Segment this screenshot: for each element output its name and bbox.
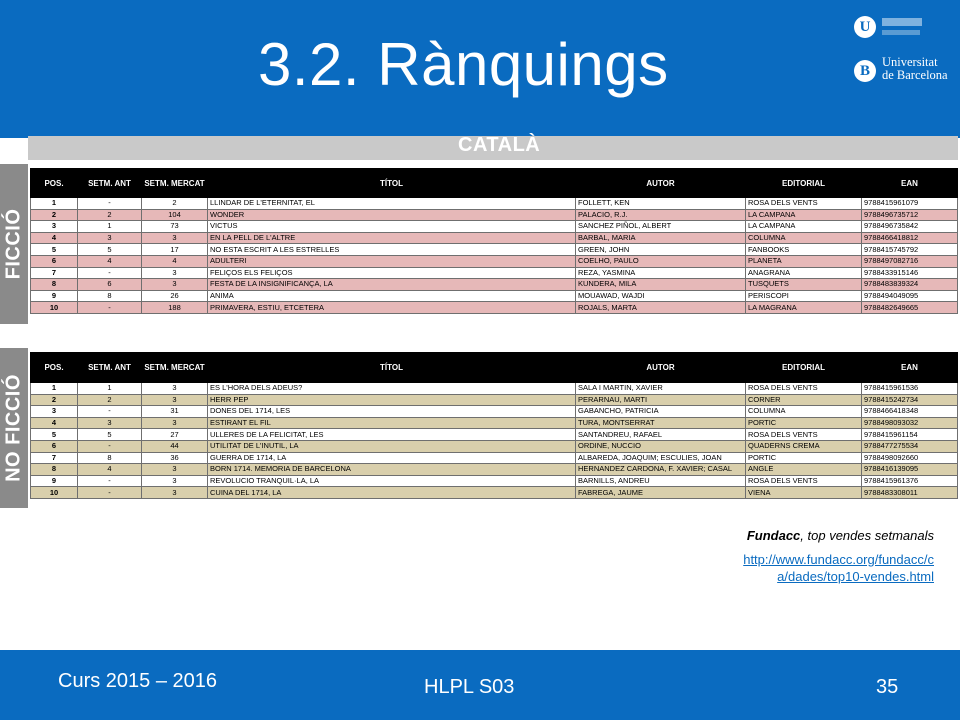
table-cell: 10 (31, 487, 78, 499)
table-cell: 104 (142, 209, 208, 221)
table-cell: NO ESTA ESCRIT A LES ESTRELLES (208, 244, 576, 256)
column-header: POS. (31, 353, 78, 383)
table-row (31, 198, 958, 210)
table-cell: 4 (31, 232, 78, 244)
table-cell: LA MAGRANA (746, 302, 862, 314)
table-cell: HERR PEP (208, 394, 576, 406)
table-header (31, 353, 958, 383)
table-cell: TURA, MONTSERRAT (576, 417, 746, 429)
table-cell: 2 (78, 394, 142, 406)
table-cell: FABREGA, JAUME (576, 487, 746, 499)
table-cell: ESTIRANT EL FIL (208, 417, 576, 429)
source-name: Fundacc (746, 528, 801, 543)
table-cell: 5 (78, 244, 142, 256)
footer-course: Curs 2015 – 2016 (58, 670, 218, 692)
footer-subject: HLPL S03 (424, 676, 515, 698)
table-cell: 3 (142, 475, 208, 487)
table-cell: ALBAREDA, JOAQUIM; ESCULIES, JOAN (576, 452, 746, 464)
table-cell: VIENA (746, 487, 862, 499)
table-cell: 2 (31, 394, 78, 406)
no-ficcio-label: NO FICCIÓ (0, 348, 28, 508)
table-cell: 9788466418812 (862, 232, 958, 244)
table-cell: - (78, 475, 142, 487)
table-row (31, 394, 958, 406)
table-cell: 3 (78, 417, 142, 429)
table-cell: 3 (31, 221, 78, 233)
table-cell: 7 (31, 267, 78, 279)
column-header: EDITORIAL (746, 169, 862, 198)
table-cell: PORTIC (746, 452, 862, 464)
table-cell: FELIÇOS ELS FELIÇOS (208, 267, 576, 279)
table-cell: 2 (78, 209, 142, 221)
table-cell: BORN 1714. MEMORIA DE BARCELONA (208, 464, 576, 476)
table-row (31, 232, 958, 244)
table-cell: 1 (31, 383, 78, 395)
table-cell: 10 (31, 302, 78, 314)
table-cell: ULLERES DE LA FELICITAT, LES (208, 429, 576, 441)
table-cell: 3 (142, 464, 208, 476)
table-row (31, 209, 958, 221)
table-cell: PERARNAU, MARTI (576, 394, 746, 406)
table-cell: 7 (31, 452, 78, 464)
table-cell: 2 (142, 198, 208, 210)
table-cell: ES L'HORA DELS ADEUS? (208, 383, 576, 395)
table-cell: 31 (142, 406, 208, 418)
table-cell: 9788415745792 (862, 244, 958, 256)
table-cell: 2 (31, 209, 78, 221)
table-cell: 36 (142, 452, 208, 464)
source-link[interactable]: http://www.fundacc.org/fundacc/c a/dades/top10-vendes.html (743, 552, 934, 584)
table-cell: 6 (78, 279, 142, 291)
table-cell: 3 (78, 232, 142, 244)
table-cell: 3 (142, 417, 208, 429)
university-logo (852, 14, 952, 84)
column-header: EAN (862, 353, 958, 383)
table-cell: 6 (31, 440, 78, 452)
table-cell: 4 (142, 255, 208, 267)
table-cell: PALACIO, R.J. (576, 209, 746, 221)
table-cell: ROSA DELS VENTS (746, 429, 862, 441)
table-row (31, 417, 958, 429)
table-row (31, 429, 958, 441)
table-cell: 3 (31, 406, 78, 418)
table-cell: EN LA PELL DE L'ALTRE (208, 232, 576, 244)
table-row (31, 475, 958, 487)
table-cell: 3 (142, 394, 208, 406)
table-cell: 27 (142, 429, 208, 441)
table-cell: 1 (78, 221, 142, 233)
table-row (31, 255, 958, 267)
table-row (31, 452, 958, 464)
logo-name: Universitat de Barcelona (882, 55, 948, 82)
table-cell: ANAGRANA (746, 267, 862, 279)
table-cell: 4 (78, 255, 142, 267)
table-cell: VICTUS (208, 221, 576, 233)
table-cell: 9788494049095 (862, 290, 958, 302)
table-cell: 9788415961536 (862, 383, 958, 395)
table-cell: 9788498093032 (862, 417, 958, 429)
page-number: 35 (876, 676, 899, 698)
table-cell: COELHO, PAULO (576, 255, 746, 267)
table-row (31, 464, 958, 476)
table-cell: 9788416139095 (862, 464, 958, 476)
table-cell: ADULTERI (208, 255, 576, 267)
table-cell: FESTA DE LA INSIGNIFICANÇA, LA (208, 279, 576, 291)
table-cell: GABANCHO, PATRICIA (576, 406, 746, 418)
no-ficcio-table (30, 352, 958, 499)
table-cell: WONDER (208, 209, 576, 221)
table-cell: ANIMA (208, 290, 576, 302)
table-cell: ROSA DELS VENTS (746, 475, 862, 487)
table-cell: 3 (142, 279, 208, 291)
table-row (31, 383, 958, 395)
table-cell: 9788415242734 (862, 394, 958, 406)
table-cell: QUADERNS CREMA (746, 440, 862, 452)
table-cell: COLUMNA (746, 232, 862, 244)
page-title: 3.2. Rànquings (258, 31, 669, 98)
table-cell: 8 (31, 279, 78, 291)
table-cell: 9788415961154 (862, 429, 958, 441)
column-header: TÍTOL (208, 169, 576, 198)
table-cell: 1 (78, 383, 142, 395)
logo-bar (882, 30, 920, 35)
table-cell: ROSA DELS VENTS (746, 383, 862, 395)
column-header: POS. (31, 169, 78, 198)
column-header: SETM. MERCAT (142, 169, 208, 198)
column-header: AUTOR (576, 353, 746, 383)
table-cell: 9788497082716 (862, 255, 958, 267)
table-cell: - (78, 487, 142, 499)
table-row (31, 290, 958, 302)
table-cell: 9 (31, 290, 78, 302)
table-cell: 17 (142, 244, 208, 256)
column-header: SETM. ANT (78, 169, 142, 198)
table-cell: COLUMNA (746, 406, 862, 418)
table-cell: LLINDAR DE L'ETERNITAT, EL (208, 198, 576, 210)
ficcio-label: FICCIÓ (0, 164, 28, 324)
table-row (31, 221, 958, 233)
table-cell: GUERRA DE 1714, LA (208, 452, 576, 464)
table-cell: 8 (78, 290, 142, 302)
table-cell: 3 (142, 267, 208, 279)
table-cell: 9788482649665 (862, 302, 958, 314)
table-cell: FANBOOKS (746, 244, 862, 256)
table-cell: PORTIC (746, 417, 862, 429)
table-cell: - (78, 198, 142, 210)
column-header: TÍTOL (208, 353, 576, 383)
table-cell: 4 (31, 417, 78, 429)
table-cell: FOLLETT, KEN (576, 198, 746, 210)
table-cell: 73 (142, 221, 208, 233)
column-header: AUTOR (576, 169, 746, 198)
table-cell: - (78, 302, 142, 314)
table-row (31, 302, 958, 314)
column-header: SETM. MERCAT (142, 353, 208, 383)
column-header: EDITORIAL (746, 353, 862, 383)
table-cell: 9788483839324 (862, 279, 958, 291)
table-cell: LA CAMPANA (746, 221, 862, 233)
table-cell: 3 (142, 232, 208, 244)
table-cell: GREEN, JOHN (576, 244, 746, 256)
table-cell: 5 (78, 429, 142, 441)
table-cell: DONES DEL 1714, LES (208, 406, 576, 418)
table-cell: ORDINE, NUCCIO (576, 440, 746, 452)
table-cell: 9788496735842 (862, 221, 958, 233)
language-banner: CATALÀ (458, 134, 541, 156)
table-cell: MOUAWAD, WAJDI (576, 290, 746, 302)
table-cell: HERNANDEZ CARDONA, F. XAVIER; CASAL (576, 464, 746, 476)
table-cell: KUNDERA, MILA (576, 279, 746, 291)
table-cell: 9788496735712 (862, 209, 958, 221)
table-cell: ANGLE (746, 464, 862, 476)
table-cell: SANCHEZ PIÑOL, ALBERT (576, 221, 746, 233)
table-cell: SALA I MARTIN, XAVIER (576, 383, 746, 395)
logo-u-mark: U (854, 16, 876, 38)
table-cell: 188 (142, 302, 208, 314)
table-row (31, 279, 958, 291)
table-cell: 9788433915146 (862, 267, 958, 279)
table-cell: 26 (142, 290, 208, 302)
table-row (31, 244, 958, 256)
table-row (31, 487, 958, 499)
table-cell: PRIMAVERA, ESTIU, ETCETERA (208, 302, 576, 314)
table-cell: 9 (31, 475, 78, 487)
table-cell: 9788498092660 (862, 452, 958, 464)
table-cell: SANTANDREU, RAFAEL (576, 429, 746, 441)
column-header: EAN (862, 169, 958, 198)
table-cell: 8 (78, 452, 142, 464)
table-row (31, 406, 958, 418)
source-caption (747, 528, 934, 543)
table-cell: 9788483308011 (862, 487, 958, 499)
table-cell: 1 (31, 198, 78, 210)
table-cell: PERISCOPI (746, 290, 862, 302)
ficcio-table (30, 168, 958, 314)
column-header: SETM. ANT (78, 353, 142, 383)
table-cell: BARBAL, MARIA (576, 232, 746, 244)
table-cell: ROJALS, MARTA (576, 302, 746, 314)
logo-bar (882, 18, 922, 26)
table-cell: 5 (31, 429, 78, 441)
table-cell: 9788477275534 (862, 440, 958, 452)
table-cell: 44 (142, 440, 208, 452)
table-cell: - (78, 267, 142, 279)
table-cell: 3 (142, 383, 208, 395)
table-cell: 9788415961079 (862, 198, 958, 210)
table-cell: 3 (142, 487, 208, 499)
table-row (31, 267, 958, 279)
table-cell: 8 (31, 464, 78, 476)
table-cell: TUSQUETS (746, 279, 862, 291)
table-cell: 6 (31, 255, 78, 267)
table-cell: 4 (78, 464, 142, 476)
source-desc: , top vendes setmanals (800, 528, 934, 543)
table-cell: 9788415961376 (862, 475, 958, 487)
table-cell: BARNILLS, ANDREU (576, 475, 746, 487)
table-cell: REVOLUCIO TRANQUIL·LA, LA (208, 475, 576, 487)
table-cell: UTILITAT DE L'INUTIL, LA (208, 440, 576, 452)
table-cell: 5 (31, 244, 78, 256)
table-cell: - (78, 406, 142, 418)
logo-b-mark: B (854, 60, 876, 82)
table-cell: 9788466418348 (862, 406, 958, 418)
table-cell: LA CAMPANA (746, 209, 862, 221)
table-row (31, 440, 958, 452)
table-header (31, 169, 958, 198)
table-cell: CUINA DEL 1714, LA (208, 487, 576, 499)
table-cell: PLANETA (746, 255, 862, 267)
table-cell: REZA, YASMINA (576, 267, 746, 279)
table-cell: ROSA DELS VENTS (746, 198, 862, 210)
table-cell: - (78, 440, 142, 452)
table-cell: CORNER (746, 394, 862, 406)
